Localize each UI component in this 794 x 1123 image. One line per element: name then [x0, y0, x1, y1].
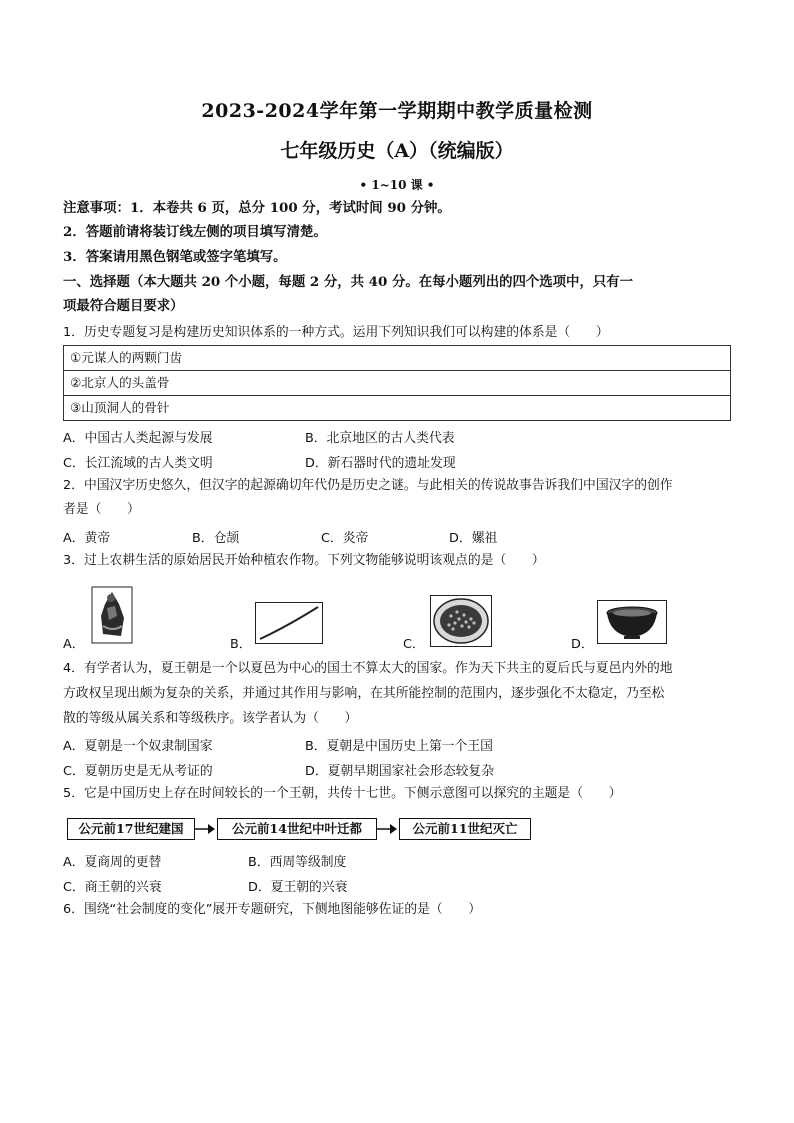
exam-subtitle: 七年级历史（A）（统编版） [280, 140, 514, 162]
artifact-bone-needle-image [255, 602, 323, 644]
q1-item: ①元谋人的两颗门齿 [64, 346, 730, 371]
q3-option-b[interactable]: B． [230, 637, 252, 652]
q3-option-d[interactable]: D． [571, 637, 594, 652]
q2-stem: 2．中国汉字历史悠久，但汉字的起源确切年代仍是历史之谜。与此相关的传说故事告诉我们中国汉字的创作 [63, 478, 673, 493]
arrow-right-icon [194, 821, 216, 837]
q1-item: ③山顶洞人的骨针 [70, 400, 170, 415]
q4-option-b[interactable]: B．夏朝是中国历史上第一个王国 [305, 739, 493, 754]
artifact-grain-bowl-image [430, 595, 492, 647]
q3-option-c[interactable]: C． [403, 637, 425, 652]
q4-stem-cont: 散的等级从属关系和等级秩序。该学者认为（ ） [63, 711, 358, 726]
q4-stem: 4．有学者认为，夏王朝是一个以夏邑为中心的国土不算太大的国家。作为天下共主的夏后氏与夏邑内外的地 [63, 661, 673, 676]
artifact-figurine-image [91, 586, 133, 644]
q1-table [63, 345, 731, 421]
section-heading: 一、选择题（本大题共 20 个小题，每题 2 分，共 40 分。在每小题列出的四个选项中，只有一 [63, 274, 634, 290]
note-3: 3．答案请用黑色钢笔或签字笔填写。 [63, 249, 287, 265]
q5-option-b[interactable]: B．西周等级制度 [248, 855, 347, 870]
q4-option-d[interactable]: D．夏朝早期国家社会形态较复杂 [305, 764, 495, 779]
q2-option-b[interactable]: B．仓颉 [192, 531, 240, 546]
timeline-box-fall: 公元前11世纪灭亡 [399, 818, 531, 840]
q5-option-a[interactable]: A．夏商周的更替 [63, 855, 162, 870]
section-heading-cont: 项最符合题目要求） [63, 298, 184, 314]
q6-stem: 6．围绕“社会制度的变化”展开专题研究，下侧地图能够佐证的是（ ） [63, 902, 482, 917]
q2-option-a[interactable]: A．黄帝 [63, 531, 111, 546]
arrow-right-icon [376, 821, 398, 837]
q1-item: ②北京人的头盖骨 [64, 371, 730, 396]
timeline-box-founding: 公元前17世纪建国 [67, 818, 195, 840]
q3-option-a[interactable]: A． [63, 637, 85, 652]
q1-stem: 1．历史专题复习是构建历史知识体系的一种方式。运用下列知识我们可以构建的体系是（ ） [63, 325, 609, 340]
q5-option-d[interactable]: D．夏王朝的兴衰 [248, 880, 348, 895]
q5-option-c[interactable]: C．商王朝的兴衰 [63, 880, 162, 895]
lesson-scope: • 1~10 课 • [359, 178, 435, 192]
q1-option-c[interactable]: C．长江流域的古人类文明 [63, 456, 213, 471]
q5-stem: 5．它是中国历史上存在时间较长的一个王朝，共传十七世。下侧示意图可以探究的主题是（ ） [63, 786, 622, 801]
q2-option-c[interactable]: C．炎帝 [321, 531, 369, 546]
artifact-black-pottery-image [597, 600, 667, 644]
q2-option-d[interactable]: D．嫘祖 [449, 531, 498, 546]
exam-title: 2023-2024学年第一学期期中教学质量检测 [201, 100, 593, 122]
q2-stem-cont: 者是（ ） [63, 502, 140, 517]
q1-option-b[interactable]: B．北京地区的古人类代表 [305, 431, 455, 446]
timeline-box-relocation: 公元前14世纪中叶迁都 [217, 818, 377, 840]
q4-option-c[interactable]: C．夏朝历史是无从考证的 [63, 764, 213, 779]
q4-stem-cont: 方政权呈现出颇为复杂的关系，并通过其作用与影响，在其所能控制的范围内，逐步强化不太稳定，乃至松 [63, 686, 665, 701]
note-2: 2．答题前请将装订线左侧的项目填写清楚。 [63, 224, 327, 240]
q4-option-a[interactable]: A．夏朝是一个奴隶制国家 [63, 739, 213, 754]
note-1: 注意事项：1．本卷共 6 页，总分 100 分，考试时间 90 分钟。 [63, 200, 451, 216]
q1-option-a[interactable]: A．中国古人类起源与发展 [63, 431, 213, 446]
q1-option-d[interactable]: D．新石器时代的遗址发现 [305, 456, 456, 471]
q3-stem: 3．过上农耕生活的原始居民开始种植农作物。下列文物能够说明该观点的是（ ） [63, 553, 545, 568]
